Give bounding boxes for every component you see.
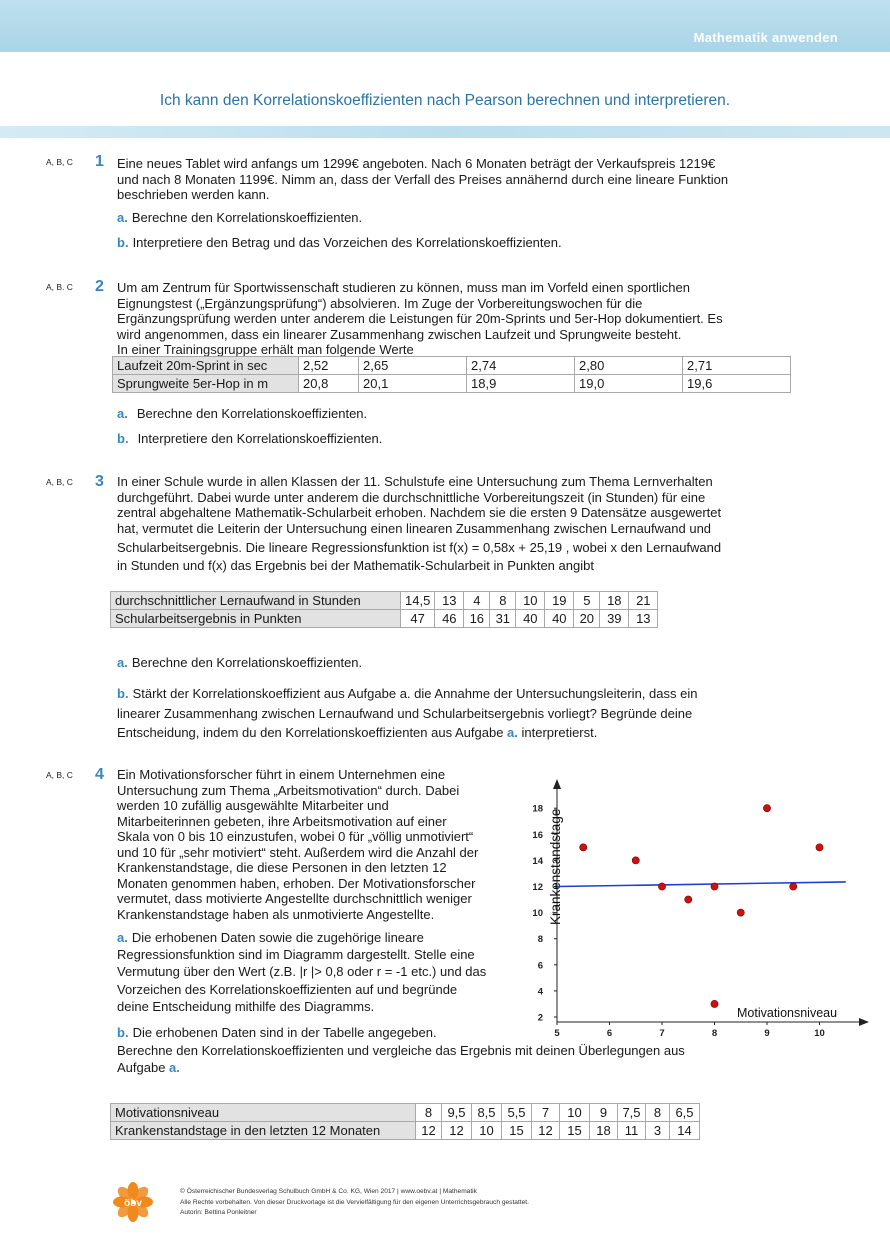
table-row: durchschnittlicher Lernaufwand in Stunden 14,5 13 4 8 10 19 5 18 21 [111,592,658,610]
data-table [110,591,658,628]
data-point [816,844,823,851]
y-tick-label: 14 [532,855,543,867]
y-tick-label: 8 [537,934,543,946]
y-tick-label: 4 [537,986,543,998]
data-point [658,883,665,890]
data-point [711,883,718,890]
x-tick-label: 5 [554,1028,560,1037]
subtask-a: a. Berechne den Korrelationskoeffizienten. [117,406,368,421]
y-tick-label: 18 [532,803,543,815]
table-row: Sprungweite 5er-Hop in m 20,8 20,1 18,9 19,0 19,6 [113,375,791,393]
task-level: A, B, C [46,770,73,780]
x-tick-label: 8 [711,1028,718,1037]
subtask-a: a. Berechne den Korrelationskoeffizienten. [117,210,363,225]
subtask-a: a. Berechne den Korrelationskoeffizienten. [117,655,363,670]
y-tick-label: 2 [537,1012,543,1024]
subtask-b: b. Stärkt der Korrelationskoeffizient aus Aufgabe a. die Annahme der Untersuchungsleiterin, dass ein linearer Zusammenhang zwischen Lernaufwand und Schularbeitsergebnis vorliegt? Begründe deine Entscheidung, indem du den Korrelationskoeffizienten aus Aufgabe a. interpretierst. [117,686,698,740]
y-tick-label: 6 [537,960,543,972]
x-tick-label: 6 [606,1028,613,1037]
y-axis-label: Krankenstandstage [548,808,563,925]
table-row: Krankenstandstage in den letzten 12 Monaten 12 12 10 15 12 15 18 11 3 14 [111,1122,700,1140]
data-table [112,356,791,393]
svg-text:öbv: öbv [124,1198,142,1209]
task-text: In einer Schule wurde in allen Klassen der 11. Schulstufe eine Untersuchung zum Thema Lernverhalten durchgeführt. Dabei wurde unter anderem die durchschnittliche Vorbereitungszeit (in Stunden) für eine zentral abgehaltene Mathematik-Schularbeit erhoben. Nachdem sie die ersten 9 Datensätze ausgewertet hat, vermutet die Leiterin der Untersuchung einen linearen Zusammenhang zwischen Lernaufwand und Schularbeitsergebnis. Die lineare Regressionsfunktion ist f(x) = 0,58x + 25,19 , wobei x den Lernaufwand in Stunden und f(x) das Ergebnis bei der Mathematik-Schularbeit in Punkten angibt [117,474,722,573]
data-point [737,909,744,916]
task-number: 2 [95,278,104,295]
learning-goal: Ich kann den Korrelationskoeffizienten nach Pearson berechnen und interpretieren. [159,92,731,109]
data-point [685,896,692,903]
subtask-b: b. Die erhobenen Daten sind in der Tabelle angegeben. Berechne den Korrelationskoeffizienten und vergleiche das Ergebnis mit deinen Überlegungen aus Aufgabe a. [117,1025,685,1075]
header-band [0,0,890,52]
subtask-b: b. Interpretiere den Betrag und das Vorzeichen des Korrelationskoeffizienten. [117,235,562,250]
x-tick-label: 10 [814,1028,825,1037]
task-number: 4 [95,766,104,783]
y-axis-arrow [553,779,561,789]
data-point [632,857,639,864]
data-table [110,1103,700,1140]
task-level: A, B. C [46,282,73,292]
task-number: 1 [95,153,104,170]
x-axis-label: Motivationsniveau [737,1006,838,1020]
x-axis-arrow [859,1018,869,1026]
table-row: Laufzeit 20m-Sprint in sec 2,52 2,65 2,74 2,80 2,71 [113,357,791,375]
y-tick-label: 16 [532,829,543,841]
data-point [790,883,797,890]
task-level: A, B, C [46,157,73,167]
task-text: Um am Zentrum für Sportwissenschaft studieren zu können, muss man im Vorfeld einen sportlichen Eignungstest („Ergänzungsprüfung“) absolvieren. Im Zuge der Vorbereitungswochen für die Ergänzungsprüfung werden unter anderem die Leistungen für 20m-Sprints und 5er-Hop dokumentiert. Es wird angenommen, dass ein linearer Zusammenhang zwischen Laufzeit und Sprungweite besteht. In einer Trainingsgruppe erhält man folgende Werte [117,280,723,357]
section-label: Mathematik anwenden [693,30,838,45]
data-point [711,1000,718,1007]
x-tick-label: 9 [764,1028,770,1037]
task-text: Eine neues Tablet wird anfangs um 1299€ angeboten. Nach 6 Monaten beträgt der Verkaufspreis 1219€ und nach 8 Monaten 1199€. Nimm an, dass der Verfall des Preises annähernd durch eine lineare Funktion beschrieben werden kann. [117,156,729,202]
y-tick-label: 12 [532,882,543,893]
footer-copyright: © Österreichischer Bundesverlag Schulbuch GmbH & Co. KG, Wien 2017 | www.oebv.at | Mathematik Alle Rechte vorbehalten. Von dieser Druckvorlage ist die Vervielfältigung für den eigenen Unterrichtsgebrauch gestattet. Autorin: Bettina Ponleitner [180,1188,529,1216]
subtask-b: b. Interpretiere den Korrelationskoeffizienten. [117,431,383,446]
x-tick-label: 7 [659,1028,665,1037]
header-divider [0,126,890,138]
y-tick-label: 10 [532,908,543,920]
task-level: A, B, C [46,477,73,487]
regression-line [557,882,846,887]
data-point [763,805,770,812]
subtask-a: a. Die erhobenen Daten sowie die zugehörige lineare Regressionsfunktion sind im Diagramm dargestellt. Stelle eine Vermutung über den Wert (z.B. |r |> 0,8 oder r = -1 etc.) und das Vorzeichen des Korrelationskoeffizienten auf und begründe deine Entscheidung mithilfe des Diagramms. [117,930,487,1014]
oebv-logo-icon [113,1182,153,1222]
data-point [580,844,587,851]
task-number: 3 [95,473,104,490]
table-row: Motivationsniveau 8 9,5 8,5 5,5 7 10 9 7,5 8 6,5 [111,1104,700,1122]
task-text: Ein Motivationsforscher führt in einem Unternehmen eine Untersuchung zum Thema „Arbeitsmotivation“ durch. Dabei werden 10 zufällig ausgewählte Mitarbeiter und Mitarbeiterinnen gebeten, ihre Arbeitsmotivation auf einer Skala von 0 bis 10 einzustufen, wobei 0 für „völlig unmotiviert“ und 10 für „sehr motiviert“ steht. Außerdem wird die Anzahl der Krankenstandstage, die diese Personen in den letzten 12 Monaten genommen haben, erhoben. Der Motivationsforscher vermutet, dass motivierte Angestellte durchschnittlich weniger Krankenstandstage haben als unmotivierte Angestellte. [117,767,479,922]
scatter-chart [522,775,877,1037]
table-row: Schularbeitsergebnis in Punkten 47 46 16 31 40 40 20 39 13 [111,610,658,628]
